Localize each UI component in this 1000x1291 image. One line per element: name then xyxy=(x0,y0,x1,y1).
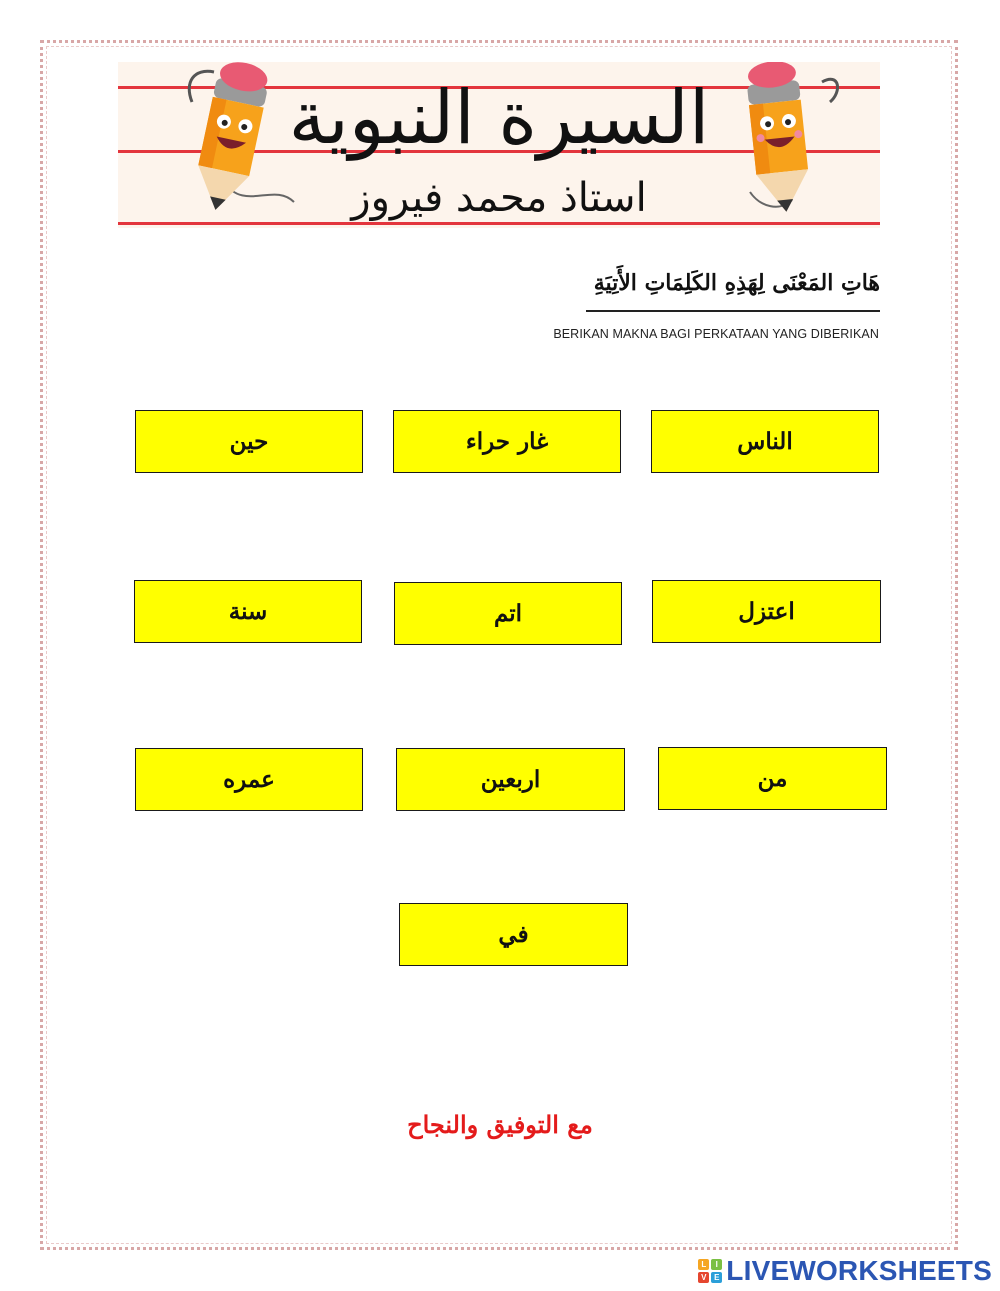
liveworksheets-brand[interactable] xyxy=(698,1256,992,1286)
word-box[interactable]: اتم xyxy=(394,582,622,645)
word-box[interactable]: غار حراء xyxy=(393,410,621,473)
footer-message: مع التوفيق والنجاح xyxy=(407,1110,593,1139)
header-banner xyxy=(118,62,880,228)
banner-title: السيرة النبوية xyxy=(288,75,710,161)
instruction-malay: BERIKAN MAKNA BAGI PERKATAAN YANG DIBERIKAN xyxy=(553,327,879,341)
liveworksheets-logo-icon: L I V E xyxy=(698,1259,722,1283)
word-box[interactable]: عمره xyxy=(135,748,363,811)
brand-name: LIVEWORKSHEETS xyxy=(726,1255,992,1286)
word-box[interactable]: الناس xyxy=(651,410,879,473)
word-box[interactable]: حين xyxy=(135,410,363,473)
word-box[interactable]: من xyxy=(658,747,887,810)
word-box[interactable]: اربعين xyxy=(396,748,625,811)
word-box[interactable]: في xyxy=(399,903,628,966)
instruction-arabic: هَاتِ المَعْنَى لِهَذِهِ الكَلِمَاتِ الأَتِيَةِ xyxy=(593,270,880,296)
banner-subtitle: استاذ محمد فيروز xyxy=(351,175,647,221)
word-box[interactable]: سنة xyxy=(134,580,362,643)
instruction-underline xyxy=(586,310,880,312)
word-box[interactable]: اعتزل xyxy=(652,580,881,643)
